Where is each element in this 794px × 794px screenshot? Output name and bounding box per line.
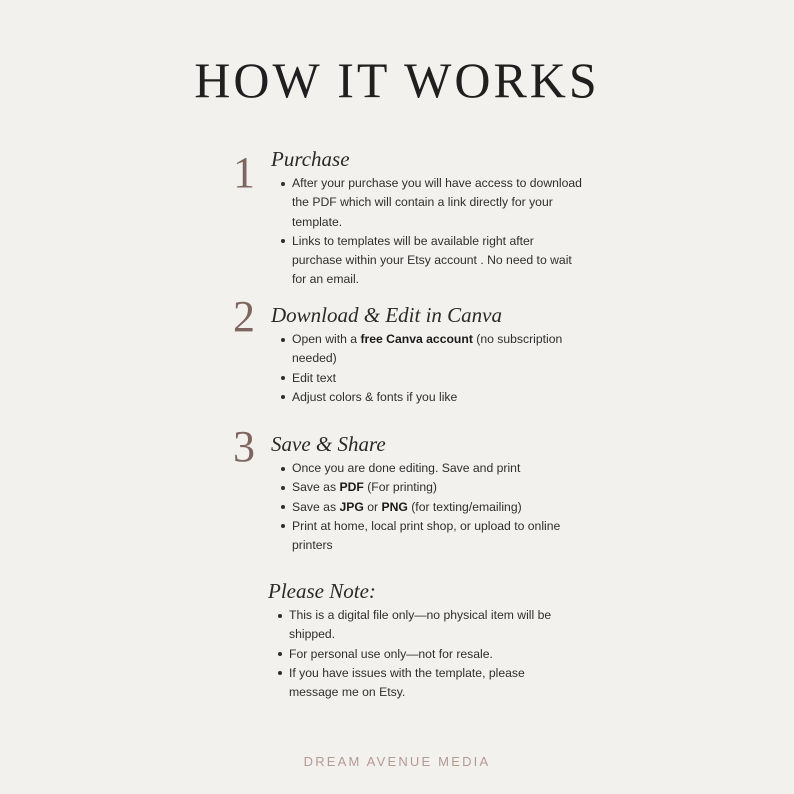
bold-text: PNG <box>381 499 408 514</box>
step-bullet-list <box>292 459 582 555</box>
list-item <box>289 606 554 645</box>
note-bullet-list <box>289 606 554 702</box>
text-span: or <box>363 499 382 514</box>
bold-text: PDF <box>339 480 364 495</box>
step-title: Save & Share <box>271 432 386 456</box>
list-item <box>292 517 582 556</box>
list-item <box>292 459 582 478</box>
text-span: Once you are done editing. Save and print <box>292 461 521 475</box>
step-title: Purchase <box>271 147 350 171</box>
list-item <box>289 664 554 703</box>
text-span: Adjust colors & fonts if you like <box>292 389 458 404</box>
text-span: (for texting/emailing) <box>407 499 522 514</box>
text-span: Print at home, local print shop, or upload to online printers <box>292 518 561 553</box>
bold-text: JPG <box>339 499 364 514</box>
text-span: If you have issues with the template, please message me on Etsy. <box>289 665 525 700</box>
step-bullet-list <box>292 174 582 290</box>
step-number: 2 <box>233 292 255 341</box>
text-span: This is a digital file only—no physical item will be shipped. <box>289 608 552 642</box>
note-title: Please Note: <box>268 579 376 603</box>
list-item <box>292 232 582 290</box>
step-number: 3 <box>233 422 255 471</box>
text-span: Edit text <box>292 370 337 385</box>
list-item <box>292 369 582 388</box>
text-span: After your purchase you will have access to download the PDF which will contain a link directly for your template. <box>292 176 582 229</box>
text-span: (For printing) <box>363 480 437 495</box>
bold-text: free Canva account <box>360 332 473 346</box>
text-span: For personal use only—not for resale. <box>289 646 493 661</box>
list-item <box>292 498 582 517</box>
text-span: (no subscription needed) <box>292 332 563 366</box>
text-span: Save as <box>292 499 340 514</box>
list-item <box>289 645 554 664</box>
text-span: Open with a <box>292 332 361 346</box>
list-item <box>292 388 582 407</box>
list-item <box>292 174 582 232</box>
list-item <box>292 478 582 497</box>
text-span: Links to templates will be available right after purchase within your Etsy account . No need to wait for an email. <box>292 233 572 287</box>
step-title: Download & Edit in Canva <box>271 303 502 327</box>
text-span: Save as <box>292 480 340 495</box>
list-item <box>292 330 582 369</box>
step-bullet-list <box>292 330 582 407</box>
brand-footer: DREAM AVENUE MEDIA <box>303 754 491 769</box>
page-title: HOW IT WORKS <box>194 52 600 108</box>
step-number: 1 <box>233 148 255 197</box>
